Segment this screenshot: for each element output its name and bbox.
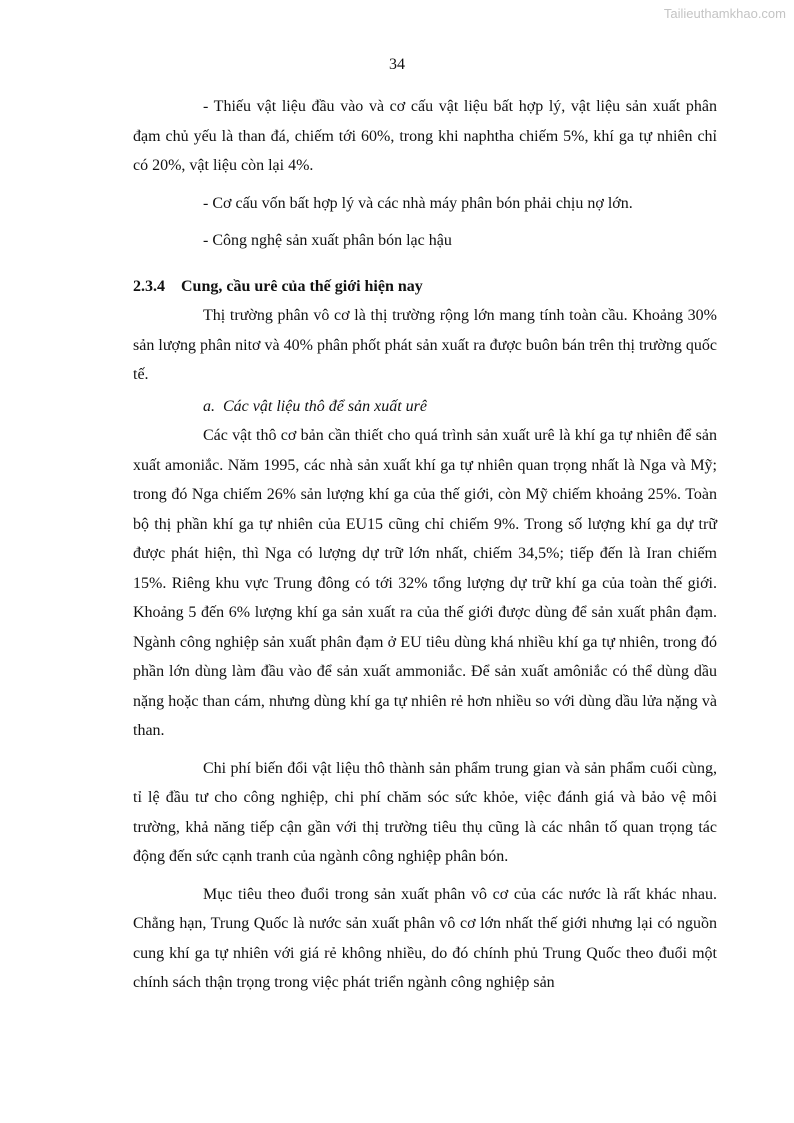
- paragraph: Các vật thô cơ bản cần thiết cho quá trình sản xuất urê là khí ga tự nhiên để sản xuất amoniắc. Năm 1995, các nhà sản xuất khí ga tự nhiên quan trọng nhất là Nga và Mỹ; trong đó Nga chiếm 26% sản lượng khí ga của thế giới, còn Mỹ chiếm khoảng 25%. Toàn bộ thị phần khí ga tự nhiên của EU15 cũng chỉ chiếm 9%. Trong số lượng khí ga dự trữ được phát hiện, thì Nga có lượng dự trữ lớn nhất, chiếm 34,5%; tiếp đến là Iran chiếm 15%. Riêng khu vực Trung đông có tới 32% tổng lượng dự trữ khí ga của toàn thế giới. Khoảng 5 đến 6% lượng khí ga sản xuất ra của thế giới được dùng để sản xuất phân đạm. Ngành công nghiệp sản xuất phân đạm ở EU tiêu dùng khá nhiều khí ga tự nhiên, trong đó phần lớn dùng làm đầu vào để sản xuất ammoniắc. Để sản xuất amôniắc có thể dùng dầu nặng hoặc than cám, nhưng dùng khí ga tự nhiên rẻ hơn nhiều so với dùng dầu lửa nặng và than.: [133, 427, 717, 739]
- subsection-heading: [133, 392, 717, 422]
- section-number: 2.3.4: [133, 277, 165, 295]
- paragraph: Chi phí biến đổi vật liệu thô thành sản phẩm trung gian và sản phẩm cuối cùng, tỉ lệ đầu tư cho công nghiệp, chi phí chăm sóc sức khỏe, việc đánh giá và bảo vệ môi trường, khả năng tiếp cận gần với thị trường tiêu thụ cũng là các nhân tố quan trọng tác động đến sức cạnh tranh của ngành công nghiệp phân bón.: [133, 759, 717, 865]
- watermark: Tailieuthamkhao.com: [663, 6, 786, 21]
- bullet-item: - Thiếu vật liệu đầu vào và cơ cấu vật liệu bất hợp lý, vật liệu sản xuất phân đạm chủ yếu là than đá, chiếm tới 60%, trong khi naphtha chiếm 5%, khí ga tự nhiên chỉ có 20%, vật liệu còn lại 4%.: [133, 98, 717, 174]
- bullet-item: - Công nghệ sản xuất phân bón lạc hậu: [203, 232, 452, 249]
- section-intro: Thị trường phân vô cơ là thị trường rộng lớn mang tính toàn cầu. Khoảng 30% sản lượng phân nitơ và 40% phân phốt phát sản xuất ra được buôn bán trên thị trường quốc tế.: [133, 307, 717, 383]
- bullet-item: - Cơ cấu vốn bất hợp lý và các nhà máy phân bón phải chịu nợ lớn.: [203, 194, 633, 212]
- page-number: 34: [389, 56, 405, 73]
- subsection-title: Các vật liệu thô để sản xuất urê: [223, 397, 427, 415]
- section-title: Cung, cầu urê của thế giới hiện nay: [181, 277, 423, 295]
- section-heading: [133, 272, 717, 302]
- document-body: [133, 92, 717, 998]
- paragraph: Mục tiêu theo đuổi trong sản xuất phân vô cơ của các nước là rất khác nhau. Chẳng hạn, Trung Quốc là nước sản xuất phân vô cơ lớn nhất thế giới nhưng lại có nguồn cung khí ga tự nhiên với giá rẻ không nhiều, do đó chính phủ Trung Quốc theo đuổi một chính sách thận trọng trong việc phát triển ngành công nghiệp sản: [133, 885, 717, 991]
- subsection-label: a.: [203, 397, 215, 415]
